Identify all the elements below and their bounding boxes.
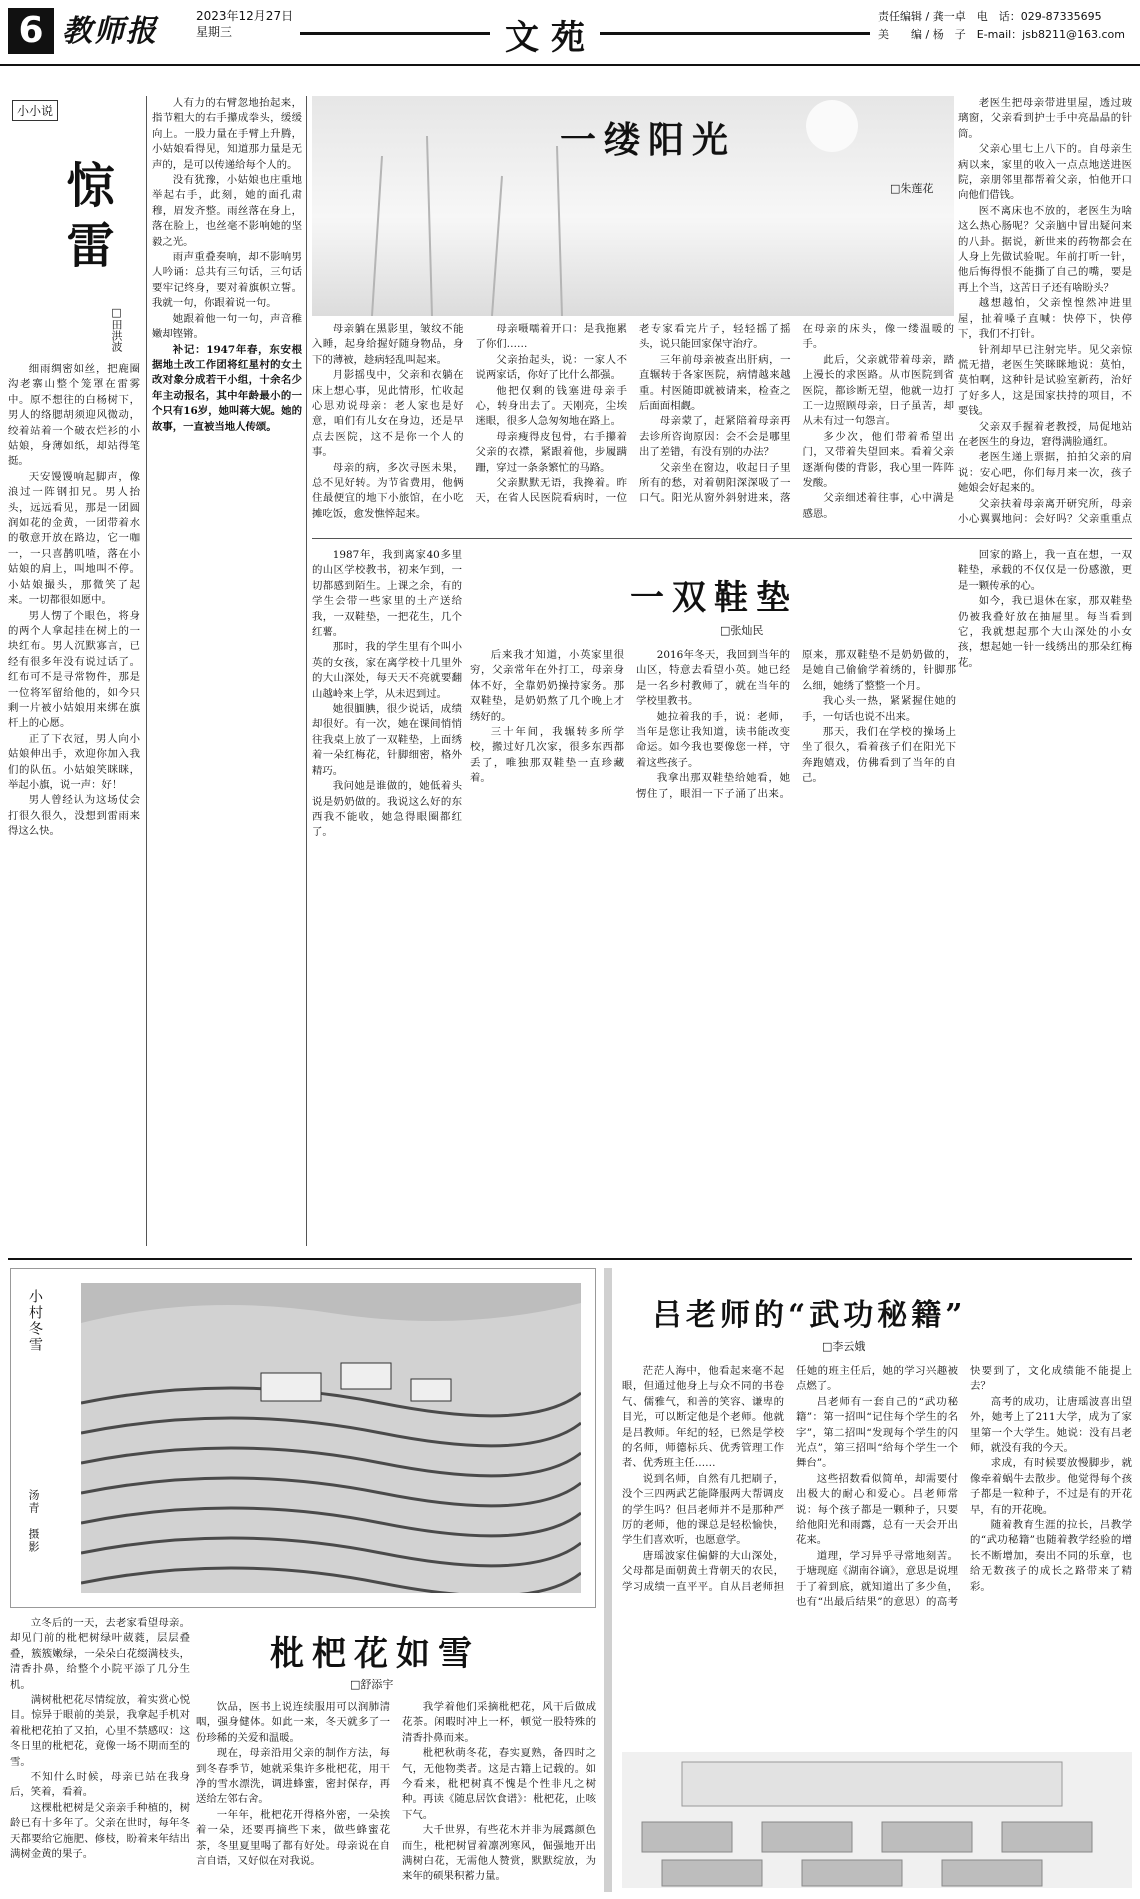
paragraph: 那天，我们在学校的操场上坐了很久，看着孩子们在阳光下奔跑嬉戏，仿佛看到了当年的自己。 (802, 726, 956, 785)
article-body (470, 648, 956, 1248)
paragraph: 这棵枇杷树是父亲亲手种植的，树龄已有十多年了。父亲在世时，每年冬天都要给它施肥、修枝，盼着来年结出满树金黄的果子。 (10, 1801, 190, 1861)
paragraph: 人有力的右臂忽地抬起来，指节粗大的右手攥成拳头，缓缓向上。一股力量在手臂上升腾，小姑娘看得见，知道那力量是无声的，是可以传递给每个人的。 (152, 97, 302, 171)
header-rule-left (300, 32, 490, 35)
section-divider (8, 1258, 1132, 1260)
paragraph: 他把仅剩的钱塞进母亲手心，转身出去了。天刚亮，尘埃迷眼，很多人急匆匆地在路上。 (475, 384, 627, 428)
masthead-title: 教师报 (62, 14, 158, 49)
paragraph: 细雨绸密如丝，把鹿圈沟老寨山整个笼罩在雷雾中。原不想往的白杨树下，男人的络腮胡须迎风微动，绞着站着一个破衣烂衫的小姑娘，身薄如纸，却站得笔挺。 (8, 363, 140, 468)
paragraph: 大千世界，有些花木并非为展露颜色而生，枇杷树冒着凛冽寒风，倔强地开出满树白花，无需他人赞赏，默默绽放，为来年的硕果积蓄力量。 (402, 1824, 596, 1883)
paragraph: 我问她是谁做的，她低着头说是奶奶做的。我说这么好的东西我不能收，她急得眼圈都红了。 (312, 780, 462, 839)
article-body (312, 322, 954, 527)
paragraph: 男人愣了个眼色，将身的两个人拿起挂在树上的一块红布。男人沉默寡言，已经有很多年没有说过话了。红布可不是寻常物件，那是一位将军留给他的，如今只剩一片被小姑娘用来绑在旗杆上的心愿。 (8, 609, 140, 730)
article-body (622, 1364, 1132, 1744)
classroom-illustration (622, 1752, 1132, 1888)
article-body (196, 1700, 596, 1892)
page-header (0, 0, 1140, 66)
paragraph: 求成，有时候要放慢脚步，就像牵着蜗牛去散步。他觉得每个孩子都是一粒种子，不过是有的开花早，有的开花晚。 (970, 1457, 1132, 1516)
paragraph: 父亲双手握着老教授，局促地站在老医生的身边，窘得满脸通红。 (958, 420, 1132, 448)
paragraph: 父亲扶着母亲离开研究所，母亲小心翼翼地问：会好吗？父亲重重点 (958, 497, 1132, 525)
paragraph: 饮品，医书上说连续服用可以润肺清咽，强身健体。如此一来，冬天就多了一份珍稀的关爱和温暖。 (196, 1701, 390, 1744)
paragraph: 高考的成功，让唐瑶波喜出望外，她考上了211大学，成为了家里第一个大学生。她说：没有吕老师，就没有我的今天。 (970, 1395, 1132, 1455)
article-byline: □朱莲花 (890, 182, 934, 195)
paragraph: 母亲躺在黑影里，皱纹不能入睡，起身给握好随身物品，身下的薄被，趁病轻乱叫起来。 (312, 323, 464, 366)
paragraph: 她跟着他一句一句，声音稚嫩却铿锵。 (152, 312, 302, 341)
paragraph: 茫茫人海中，他看起来毫不起眼，但通过他身上与众不同的书卷气、儒雅气，和善的笑容、谦卑的目光，可以断定他是个老师。他就是吕教师。年纪的轻，已然是学校的名师，师德标兵、优秀管理工作者、优秀班主任…… (622, 1365, 784, 1470)
article-title: 一缕阳光 (560, 119, 737, 161)
story-continuation (152, 96, 302, 1246)
paragraph: 吕老师有一套自己的“武功秘籍”：第一招叫“记住每个学生的名字”，第二招叫“发现每个学生的闪光点”，第三招叫“给每个学生一个舞台”。 (796, 1395, 958, 1470)
story-title: 惊雷 (58, 160, 114, 280)
paragraph: 我拿出那双鞋垫给她看，她愣住了，眼泪一下子涌了出来。原来，那双鞋垫不是奶奶做的，是她自己偷偷学着绣的，针脚那么细，她绣了整整一个月。 (636, 649, 956, 800)
paragraph: 三十年间，我辗转多所学校，搬过好几次家，很多东西都丢了，唯独那双鞋垫一直珍藏着。 (470, 726, 624, 785)
article-body-right (958, 96, 1132, 526)
paragraph: 老医生把母亲带进里屋，透过玻璃窗，父亲看到护士手中亮晶晶的针筒。 (958, 97, 1132, 140)
paragraph: 月影摇曳中，父亲和衣躺在床上想心事，见此情形，忙收起心思劝说母亲：老人家也是好意，咱们有儿女在身边，还是早点去医院，这不是你一个人的事。 (312, 369, 464, 459)
story-header-box (8, 96, 138, 356)
paragraph: 我心头一热，紧紧握住她的手，一句话也说不出来。 (802, 695, 956, 723)
story-body (8, 362, 140, 1362)
paragraph: 一年年，枇杷花开得格外密，一朵挨着一朵，还要再摘些下来，做些蜂蜜花茶，冬里夏里喝了都有好处。母亲说在自言自语，又好似在对我说。 (196, 1808, 390, 1868)
article-byline: □张灿民 (720, 624, 764, 637)
designer-line: 美 编 / 杨 子 E-mail：jsb8211@163.com (878, 28, 1125, 41)
paragraph: 不知什么时候，母亲已站在我身后，笑着，看着。 (10, 1771, 190, 1799)
paragraph: 她拉着我的手，说：老师，当年是您让我知道，读书能改变命运。如今我也要像您一样，守着这些孩子。 (636, 710, 790, 769)
paragraph: 那时，我的学生里有个叫小英的女孩，家在离学校十几里外的大山深处，每天天不亮就要翻山越岭来上学，从未迟到过。 (312, 641, 462, 700)
article-body-left (10, 1616, 190, 1892)
article-body-right (958, 548, 1132, 1248)
paragraph: 回家的路上，我一直在想，一双鞋垫，承载的不仅仅是一份感激，更是一颗传承的心。 (958, 549, 1132, 592)
paragraph: 天安馒馒响起脚声，像浪过一阵钢扣兄。男人抬头，远远看见，那是一团圆润如花的金黄，一团带着水的敬意开放在路边，它一咖一，一只喜鹊叽喳，落在小姑娘的肩上，叫地叫不停。小姑娘撮头，那微笑了起来。一切都很如愿中。 (8, 470, 140, 607)
paragraph: 母亲瘦得皮包骨，右手攥着父亲的衣襟，紧跟着他，步履蹒跚，穿过一条条繁忙的马路。 (475, 430, 627, 474)
column-divider (146, 96, 147, 1246)
paragraph: 立冬后的一天，去老家看望母亲。却见门前的枇杷树绿叶葳蕤，层层叠叠，簇簇嫩绿，一朵朵白花缀满枝头，清香扑鼻，给整个小院平添了几分生机。 (10, 1617, 190, 1691)
paragraph: 唐瑶波家住偏僻的大山深处，父母都是面朝黄土背朝天的农民，学习成绩一直平平。自从吕老师担任她的班主任后，她的学习兴趣被点燃了。 (622, 1365, 958, 1593)
header-rule-right (600, 32, 870, 35)
date-text: 2023年12月27日 (196, 9, 294, 23)
paragraph: 如今，我已退休在家，那双鞋垫仍被我叠好放在抽屉里。每当看到它，我就想起那个大山深处的小女孩，想起她一针一线绣出的那朵红梅花。 (958, 595, 1132, 669)
editor-line: 责任编辑 / 龚一卓 电 话：029-87335695 (878, 10, 1102, 23)
article-title: 吕老师的“武功秘籍” (652, 1298, 967, 1333)
paragraph: 1987年，我到离家40多里的山区学校教书，初来乍到，一切都感到陌生。上课之余，有的学生会带一些家里的土产送给我，一双鞋垫，一把花生，几个红薯。 (312, 549, 462, 639)
paragraph: 母亲蒙了，赶紧陪着母亲再去诊所咨询原因：会不会是哪里出了差错，有没有别的办法？ (639, 415, 791, 459)
paragraph: 老医生递上票据，拍拍父亲的肩说：安心吧，你们每月来一次，孩子她娘会好起来的。 (958, 451, 1132, 495)
paragraph: 父亲坐在窗边，收起日子里所有的愁，对着朝阳深深吸了一口气。阳光从窗外斜射进来，落在母亲的床头，像一缕温暖的手。 (639, 323, 954, 505)
paragraph: 三年前母亲被查出肝病，一直辗转于各家医院，病情越来越重。村医随即就被请来，检查之后面面相觑。 (639, 353, 791, 413)
paragraph: 后来我才知道，小英家里很穷，父亲常年在外打工，母亲身体不好，全靠奶奶操持家务。那双鞋垫，是奶奶熬了几个晚上才绣好的。 (470, 649, 624, 723)
paragraph: 越想越怕，父亲惶惶然冲进里屋，扯着嗓子直喊：快停下，快停下，我们不打针。 (958, 297, 1132, 341)
paragraph: 父亲抬起头，说：一家人不说两家话，你好了比什么都强。 (475, 353, 627, 382)
paragraph: 母亲嗫嚅着开口：是我拖累了你们…… (475, 323, 627, 351)
paragraph: 随着教育生涯的拉长，吕教学的“武功秘籍”也随着教学经验的增长不断增加，奏出不同的乐章，也给无数孩子的成长之路带来了精彩。 (970, 1519, 1132, 1593)
paragraph: 医不离床也不放的，老医生为啥这么热心肠呢？父亲脑中冒出疑问来的八卦。据说，新世来的药物都会在人身上先做试验呢。年前打听一针，他后悔得恨不能撕了自己的嘴，要是再上个当，这苦日子还有啥盼头？ (958, 204, 1132, 294)
paragraph: 父亲默默无语，我搀着。昨天，在省人民医院看病时，一位老专家看完片子，轻轻摇了摇头，说只能回家保守治疗。 (475, 323, 791, 505)
page-number: 6 (8, 8, 54, 54)
paragraph: 正了下衣冠，男人向小姑娘伸出手，欢迎你加入我们的队伍。小姑娘笑眯眯，举起小旗，说一声：好！ (8, 732, 140, 791)
paragraph: 父亲心里七上八下的。自母亲生病以来，家里的收入一点点地送进医院，亲朋邻里都帮着父亲，怕他开口向他们借钱。 (958, 143, 1132, 202)
article-byline: □舒添宇 (350, 1678, 394, 1691)
column-divider (306, 96, 307, 1246)
article-title: 一双鞋垫 (630, 578, 798, 618)
paragraph: 母亲的病，多次寻医未果，总不见好转。为节省费用，他俩住最便宜的地下小旅馆，在小吃摊吃饭，愈发憔悴起来。 (312, 461, 464, 520)
article-title: 枇杷花如雪 (270, 1634, 480, 1674)
paragraph: 现在，母亲沿用父亲的制作方法，每到冬春季节，她就采集许多枇杷花，用干净的雪水漂洗，调进蜂蜜，密封保存，再送给左邻右舍。 (196, 1747, 390, 1806)
paragraph: 枇杷秋萌冬花，春实夏熟，备四时之气，无他物类者。这是古籍上记载的。如今看来，枇杷树真不愧是个性非凡之树种。再读《随息居饮食谱》：枇杷花，止咳下气。 (402, 1747, 596, 1821)
photo-label: 小村冬雪 (27, 1289, 43, 1353)
column-label: 小小说 (12, 100, 58, 121)
paragraph: 父亲细述着往事，心中满是感恩。 (802, 492, 954, 520)
editor-info (878, 8, 1128, 44)
snow-village-photo (81, 1283, 581, 1593)
feature-box (604, 1268, 1134, 1892)
photo-credit: 汤青 摄影 (27, 1489, 40, 1554)
paragraph: 补记：1947年春，东安根据地土改工作团将红星村的女土改对象分成若干小组，十余名少年主动报名，其中年龄最小的一个只有16岁，她叫蒋大妮。她的故事，一直被当地人传颂。 (152, 343, 302, 433)
paragraph: 男人曾经认为这场仗会打很久很久，没想到雷雨来得这么快。 (8, 794, 140, 838)
photo-box (10, 1268, 596, 1608)
paragraph: 满树枇杷花尽情绽放，着实赏心悦目。惊异于眼前的美景，我拿起手机对着枇杷花拍了又拍，心里不禁感叹：这冬日里的枇杷花，竟像一场不期而至的雪。 (10, 1694, 190, 1768)
weekday-text: 星期三 (196, 25, 233, 39)
paragraph: 说到名师，自然有几把刷子，没个三四两武艺能降服两大帮调皮的学生吗？但吕老师并不是那种严厉的老师，他的课总是轻松愉快，学生们喜欢听，也愿意学。 (622, 1472, 784, 1547)
paragraph: 多少次，他们带着希望出门，又带着失望回来。看着父亲逐渐佝偻的背影，我心里一阵阵发酸。 (802, 430, 954, 490)
story-byline: □田洪波 (110, 306, 123, 352)
paragraph: 2016年冬天，我回到当年的山区，特意去看望小英。她已经是一名乡村教师了，就在当年的学校里教书。 (636, 649, 790, 708)
article-byline: □李云娥 (822, 1340, 866, 1353)
paragraph: 道理，学习异乎寻常地刻苦。于塘现庭《湖南谷谪》，意思是说埋于了着到底，就知道出了多少鱼，也有“出最后结果”的意思）的高考快要到了，文化成绩能不能提上去？ (796, 1365, 1132, 1609)
section-title: 文苑 (505, 18, 597, 58)
article-body-left (312, 548, 462, 1248)
issue-date (196, 8, 293, 40)
section-divider (312, 538, 1132, 539)
paragraph: 她很腼腆，很少说话，成绩却很好。有一次，她在课间悄悄往我桌上放了一双鞋垫，上面绣着一朵红梅花，针脚细密，格外精巧。 (312, 703, 462, 777)
paragraph: 这些招数看似简单，却需要付出极大的耐心和爱心。吕老师常说：每个孩子都是一颗种子，只要给他阳光和雨露，总有一天会开出花来。 (796, 1472, 958, 1547)
paragraph: 没有犹豫，小姑娘也庄重地举起右手，此刻，她的面孔肃穆，眉发齐整。雨丝落在身上，落在脸上，也丝毫不影响她的坚毅之光。 (152, 174, 302, 248)
paragraph: 我学着他们采摘枇杷花，风干后做成花茶。闲暇时冲上一杯，顿觉一股特殊的清香扑鼻而来。 (402, 1701, 596, 1744)
paragraph: 雨声重叠奏响，却不影响男人吟诵：总共有三句话，三句话要牢记终身，要对着旗帜立誓。我就一句，你跟着说一句。 (152, 251, 302, 310)
paragraph: 此后，父亲就带着母亲，踏上漫长的求医路。从市医院到省医院，都诊断无望，他就一边打工一边照顾母亲，日子虽苦，却从未有过一句怨言。 (802, 353, 954, 428)
paragraph: 针剂却早已注射完毕。见父亲惊慌无措，老医生笑眯眯地说：莫怕，莫怕啊，这种针是试验室新药，治好了好多人，这是国家扶持的项目，不要钱。 (958, 343, 1132, 418)
